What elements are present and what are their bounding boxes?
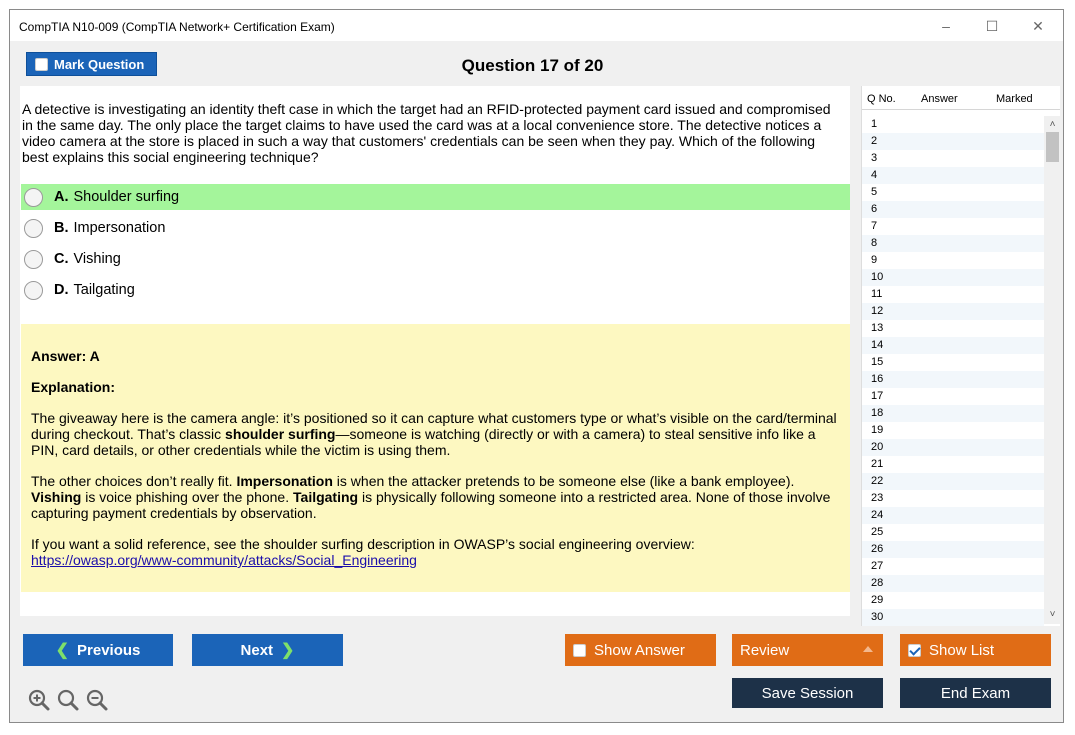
mark-question-label: Mark Question <box>54 56 145 72</box>
question-list-row[interactable]: 5 <box>871 186 878 198</box>
explanation-bold-term: Vishing <box>31 489 82 505</box>
question-list-row[interactable]: 18 <box>862 405 1044 422</box>
question-list-row[interactable]: 15 <box>871 356 884 368</box>
question-list-row[interactable]: 7 <box>871 220 878 232</box>
question-list-row[interactable]: 9 <box>871 254 878 266</box>
question-header <box>10 41 1063 86</box>
zoom-reset-icon[interactable] <box>56 688 80 712</box>
previous-label: Previous <box>77 641 141 659</box>
option-letter: B. <box>54 220 69 236</box>
question-list-row[interactable]: 8 <box>862 235 1044 252</box>
explanation-bold-term: Impersonation <box>236 473 333 489</box>
option-d[interactable] <box>21 277 850 303</box>
reference-link[interactable]: https://owasp.org/www-community/attacks/Social_Engineering <box>31 552 417 568</box>
answer-line: Answer: A <box>31 348 100 364</box>
radio-button[interactable] <box>24 188 43 207</box>
question-list-row[interactable]: 29 <box>871 594 884 606</box>
review-dropdown[interactable] <box>732 634 883 666</box>
column-header-answer[interactable]: Answer <box>921 93 958 105</box>
maximize-button[interactable]: ☐ <box>985 17 999 34</box>
question-list-panel <box>861 86 1060 626</box>
radio-button[interactable] <box>24 281 43 300</box>
window-title: CompTIA N10-009 (CompTIA Network+ Certification Exam) <box>19 20 335 34</box>
question-list-row[interactable]: 4 <box>862 167 1044 184</box>
show-list-label: Show List <box>929 641 995 659</box>
question-list-row[interactable]: 27 <box>871 560 884 572</box>
explanation-text: is physically following someone into a restricted area. None of those involve capturing payment credentials by observation. <box>31 489 831 521</box>
question-content <box>20 86 850 616</box>
explanation-text: The other choices don’t really fit. <box>31 473 237 489</box>
question-list-scrollbar[interactable] <box>1044 116 1061 624</box>
end-exam-button[interactable] <box>900 678 1051 708</box>
question-list-row[interactable]: 28 <box>862 575 1044 592</box>
save-session-button[interactable] <box>732 678 883 708</box>
app-window <box>9 9 1064 723</box>
zoom-out-icon[interactable] <box>85 688 109 712</box>
question-list-row[interactable]: 23 <box>871 492 884 504</box>
question-list-row[interactable]: 22 <box>862 473 1044 490</box>
question-list-row[interactable]: 13 <box>871 322 884 334</box>
explanation-text: If you want a solid reference, see the shoulder surfing description in OWASP’s social engineering overview: <box>31 536 695 552</box>
explanation-bold-term: shoulder surfing <box>225 426 336 442</box>
column-header-qno[interactable]: Q No. <box>867 93 896 105</box>
answer-explanation-box <box>21 324 850 592</box>
question-list-header <box>862 86 1060 110</box>
explanation-bold-term: Tailgating <box>293 489 359 505</box>
explanation-text: The giveaway here is the camera angle: it’s positioned so it can capture what customers type or what’s visible on the card/terminal during checkout. That’s classic <box>31 410 837 442</box>
question-list-row[interactable]: 10 <box>862 269 1044 286</box>
option-text: Tailgating <box>73 282 135 298</box>
radio-button[interactable] <box>24 250 43 269</box>
explanation-heading: Explanation: <box>31 379 116 395</box>
end-exam-label: End Exam <box>940 684 1011 702</box>
option-c[interactable] <box>21 246 850 272</box>
zoom-in-icon[interactable] <box>27 688 51 712</box>
explanation-paragraph-1 <box>31 410 840 458</box>
chevron-left-icon: ❮ <box>55 642 70 659</box>
question-list-row[interactable]: 25 <box>871 526 884 538</box>
caret-up-icon <box>863 646 873 652</box>
show-list-button[interactable] <box>900 634 1051 666</box>
close-button[interactable]: ✕ <box>1032 17 1044 34</box>
explanation-paragraph-2 <box>31 473 840 521</box>
scroll-down-icon[interactable]: ˅ <box>1049 609 1056 620</box>
scroll-thumb[interactable] <box>1046 132 1059 162</box>
option-text: Vishing <box>73 251 121 267</box>
question-list <box>862 116 1044 626</box>
question-list-row[interactable]: 3 <box>871 152 878 164</box>
question-list-row[interactable]: 21 <box>871 458 884 470</box>
question-list-row[interactable]: 17 <box>871 390 884 402</box>
question-list-row[interactable]: 6 <box>862 201 1044 218</box>
radio-button[interactable] <box>24 219 43 238</box>
explanation-text: —someone is watching (directly or with a camera) to steal sensitive info like a PIN, card details, or other credentials while the victim is using them. <box>31 426 816 458</box>
explanation-paragraph-3 <box>31 536 840 568</box>
question-list-row[interactable]: 24 <box>862 507 1044 524</box>
show-answer-checkbox-icon[interactable] <box>573 644 586 657</box>
option-a[interactable] <box>21 184 850 210</box>
save-session-label: Save Session <box>761 684 854 702</box>
show-answer-label: Show Answer <box>594 641 685 659</box>
minimize-button[interactable]: – <box>942 18 950 34</box>
next-label: Next <box>240 641 274 659</box>
option-letter: A. <box>54 189 69 205</box>
show-answer-button[interactable] <box>565 634 716 666</box>
question-list-row[interactable]: 14 <box>862 337 1044 354</box>
option-letter: C. <box>54 251 69 267</box>
chevron-right-icon: ❯ <box>281 642 295 659</box>
question-list-row[interactable]: 30 <box>862 609 1044 626</box>
option-letter: D. <box>54 282 69 298</box>
option-text: Impersonation <box>73 220 166 236</box>
question-list-row[interactable]: 26 <box>862 541 1044 558</box>
question-text: A detective is investigating an identity theft case in which the target had an RFID-protected payment card issued and compromised in the same day. The only place the target claims to have used the card was at a local convenience store. The detective notices a video camera at the store is placed in such a way that customers' credentials can be seen when they pay. Which of the following best explains this social engineering technique? <box>22 101 831 165</box>
question-list-row[interactable]: 11 <box>871 288 883 300</box>
column-header-marked[interactable]: Marked <box>996 93 1033 105</box>
question-list-row[interactable]: 20 <box>862 439 1044 456</box>
next-button[interactable] <box>192 634 343 666</box>
option-b[interactable] <box>21 215 850 241</box>
question-list-row[interactable]: 12 <box>862 303 1044 320</box>
question-list-row[interactable]: 16 <box>862 371 1044 388</box>
review-label: Review <box>740 641 790 659</box>
question-list-row[interactable]: 1 <box>871 118 878 130</box>
previous-button[interactable] <box>23 634 173 666</box>
question-list-row[interactable]: 19 <box>871 424 884 436</box>
show-list-checkbox-icon[interactable] <box>908 644 921 657</box>
question-list-row[interactable]: 2 <box>862 133 1044 150</box>
scroll-up-icon[interactable]: ˄ <box>1049 119 1056 130</box>
explanation-text: is when the attacker pretends to be someone else (like a bank employee). <box>332 473 795 489</box>
title-bar <box>10 10 1063 41</box>
question-counter: Question 17 of 20 <box>461 56 604 75</box>
option-text: Shoulder surfing <box>73 189 180 205</box>
explanation-text: is voice phishing over the phone. <box>81 489 294 505</box>
